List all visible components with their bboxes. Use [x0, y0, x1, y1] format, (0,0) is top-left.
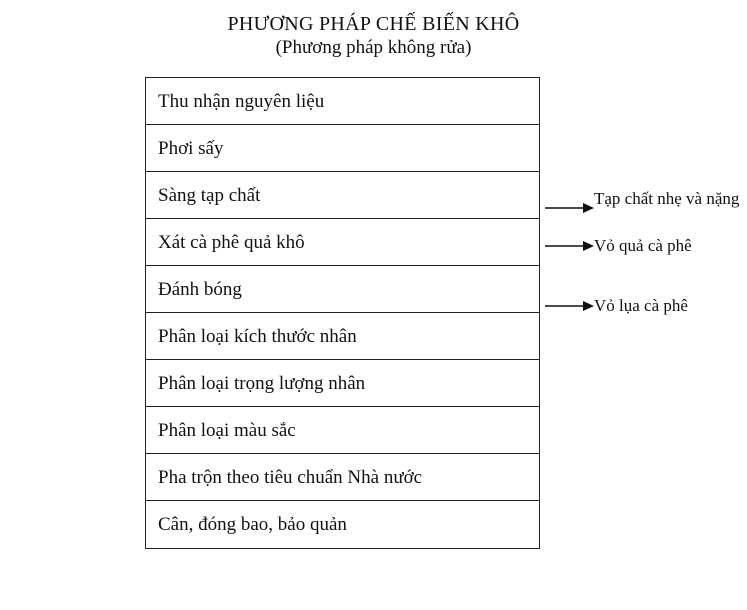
process-steps-box [145, 77, 540, 549]
output-silver-skin-label: Vỏ lụa cà phê [594, 296, 688, 315]
step-color-sorting: Phân loại màu sắc [146, 407, 539, 454]
step-sieving-impurities: Sàng tạp chất [146, 172, 539, 219]
step-receive-material: Thu nhận nguyên liệu [146, 78, 539, 125]
diagram-title: PHƯƠNG PHÁP CHẾ BIẾN KHÔ [227, 13, 520, 35]
output-impurities-label: Tạp chất nhẹ và nặng [594, 189, 740, 208]
output-cherry-husk-label: Vỏ quả cà phê [594, 236, 692, 255]
diagram-subtitle: (Phương pháp không rửa) [275, 37, 472, 58]
arrow-right-icon [545, 198, 595, 218]
arrow-right-icon [545, 296, 595, 316]
step-drying: Phơi sấy [146, 125, 539, 172]
step-weight-grading: Phân loại trọng lượng nhân [146, 360, 539, 407]
step-polishing: Đánh bóng [146, 266, 539, 313]
arrow-right-icon [545, 236, 595, 256]
step-blending-standard: Pha trộn theo tiêu chuẩn Nhà nước [146, 454, 539, 501]
step-hulling-dry-cherry: Xát cà phê quả khô [146, 219, 539, 266]
step-size-grading: Phân loại kích thước nhân [146, 313, 539, 360]
step-weighing-bagging-storage: Cân, đóng bao, bảo quản [158, 514, 347, 535]
